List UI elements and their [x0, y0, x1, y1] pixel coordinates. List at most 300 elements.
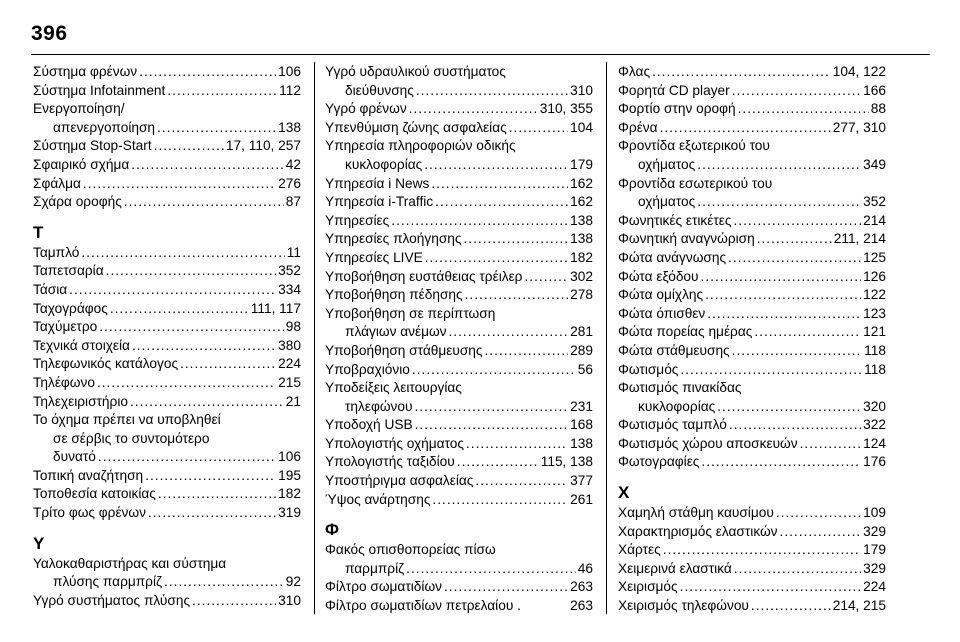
- index-entry-row: [33, 374, 301, 393]
- index-entry-row: [33, 393, 301, 412]
- index-entry: [33, 355, 301, 374]
- index-entry-text: κυκλοφορίας: [345, 156, 423, 172]
- index-entry-row: [33, 281, 301, 300]
- index-entry-text: Φωτισμός χώρου αποσκευών: [618, 435, 798, 451]
- dot-leader: [406, 560, 576, 579]
- index-page-ref: 125: [863, 249, 886, 265]
- dot-leader: [754, 323, 861, 342]
- dot-leader: [192, 592, 276, 611]
- index-entry-text: Χειμερινά ελαστικά: [618, 560, 732, 576]
- index-page-ref: 98: [285, 319, 301, 335]
- index-page-ref: 168: [570, 417, 593, 433]
- index-entry-text: Χαρακτηρισμός ελαστικών: [618, 523, 778, 539]
- index-entry: [33, 337, 301, 356]
- index-entry: [325, 491, 593, 510]
- index-page-ref: 17, 110, 257: [225, 138, 301, 154]
- dot-leader: [729, 416, 861, 435]
- dot-leader: [475, 472, 568, 491]
- index-page-ref: 109: [863, 505, 886, 521]
- dot-leader: [733, 212, 861, 231]
- index-entry-text: Φωτισμός πινακίδας: [618, 380, 742, 396]
- index-page-ref: 310: [570, 82, 593, 98]
- index-entry-text: Φωνητική αναγνώριση: [618, 231, 755, 247]
- page-number: 396: [31, 22, 68, 45]
- index-entry-row: [33, 337, 301, 356]
- index-page-ref: 162: [570, 194, 593, 210]
- index-entry-text: Τοπική αναζήτηση: [33, 467, 144, 483]
- dot-leader: [463, 230, 568, 249]
- index-page-ref: 352: [863, 194, 886, 210]
- index-page-ref: 122: [863, 287, 886, 303]
- dot-leader: [180, 355, 276, 374]
- index-entry-text: Τοποθεσία κατοικίας: [33, 486, 156, 502]
- dot-leader: [131, 156, 284, 175]
- index-page-ref: 224: [863, 579, 886, 595]
- index-entry-row: [618, 541, 886, 560]
- index-entry: [33, 504, 301, 523]
- index-entry-text: Υγρό συστήματος πλύσης: [33, 592, 191, 608]
- index-entry-text: Χειρισμός τηλεφώνου: [618, 598, 749, 614]
- index-entry-text: Φρένα: [618, 119, 658, 135]
- index-entry-row: [325, 398, 593, 417]
- index-entry-text: πλάγιων ανέμων: [345, 324, 447, 340]
- index-entry-row: [325, 156, 593, 175]
- index-entry: [325, 268, 593, 287]
- index-page-ref: 377: [570, 473, 593, 489]
- index-entry: [325, 119, 593, 138]
- index-entry-text: Υπηρεσίες LIVE: [325, 249, 423, 265]
- dot-leader: [98, 448, 276, 467]
- dot-leader: [415, 416, 569, 435]
- index-entry-row: [618, 523, 886, 542]
- index-entry-row: [33, 448, 301, 467]
- index-entry-row: [325, 323, 593, 342]
- index-entry-text: Σφάλμα: [33, 175, 81, 191]
- index-entry-row: [33, 467, 301, 486]
- dot-leader: [701, 453, 861, 472]
- index-page-ref: 124: [863, 435, 886, 451]
- index-entry-row: [325, 286, 593, 305]
- index-entry-text: Τάσια: [33, 281, 68, 297]
- index-page-ref: 115, 138: [540, 454, 593, 470]
- dot-leader: [164, 573, 284, 592]
- index-entry: [618, 268, 886, 287]
- index-page-ref: 21: [285, 393, 301, 409]
- index-entry-text: Υποβοήθηση ευστάθειας τρέιλερ: [325, 268, 523, 284]
- index-entry: [325, 597, 593, 616]
- index-entry: [33, 411, 301, 467]
- index-entry-row: [33, 300, 301, 319]
- index-entry-text: Φώτα στάθμευσης: [618, 342, 730, 358]
- dot-leader: [449, 323, 569, 342]
- dot-leader: [457, 453, 539, 472]
- index-entry: [33, 156, 301, 175]
- dot-leader: [465, 286, 569, 305]
- index-entry: [618, 453, 886, 472]
- index-entry-text: παρμπρίζ: [345, 560, 405, 576]
- index-entry: [618, 597, 886, 616]
- index-page-ref: 87: [285, 194, 301, 210]
- index-entry-row: [325, 416, 593, 435]
- index-entry-row: [618, 597, 886, 616]
- index-entry-row: [618, 361, 886, 380]
- dot-leader: [780, 523, 862, 542]
- index-entry-row: [325, 578, 593, 597]
- dot-leader: [425, 249, 568, 268]
- dot-leader: [414, 398, 568, 417]
- index-entry-row: [618, 560, 886, 579]
- index-entry: [618, 361, 886, 380]
- dot-leader: [424, 156, 568, 175]
- index-entry-text: Σύστημα φρένων: [33, 64, 138, 79]
- index-entry-text: Υποστήριγμα ασφαλείας: [325, 473, 474, 489]
- dot-leader: [697, 193, 861, 212]
- index-page-ref: 319: [278, 505, 301, 521]
- index-entry-text: Φωτισμός: [618, 361, 679, 377]
- index-page-ref: 56: [577, 361, 593, 377]
- dot-leader: [524, 268, 568, 287]
- index-entry-row: [33, 156, 301, 175]
- index-entry: [325, 453, 593, 472]
- index-entry-row: [33, 355, 301, 374]
- index-entry-row: [618, 323, 886, 342]
- index-page-ref: 322: [863, 417, 886, 433]
- index-page-ref: 231: [570, 398, 593, 414]
- index-page-ref: 104: [570, 119, 593, 135]
- index-entry-row: [325, 597, 593, 616]
- dot-leader: [663, 541, 861, 560]
- index-entry: [33, 262, 301, 281]
- index-entry-text: Σφαιρικό σχήμα: [33, 156, 130, 172]
- index-entry: [325, 578, 593, 597]
- dot-leader: [154, 137, 224, 156]
- index-entry-text: Χάρτες: [618, 542, 661, 558]
- dot-leader: [167, 82, 277, 101]
- index-entry-row: [618, 63, 886, 82]
- index-entry-text: Υπηρεσία πληροφοριών οδικής: [325, 138, 516, 154]
- index-entry-row: [618, 82, 886, 101]
- index-entry-text: Φώτα ομίχλης: [618, 287, 704, 303]
- index-entry: [618, 63, 886, 82]
- index-page-ref: 310: [278, 592, 301, 608]
- dot-leader: [97, 374, 276, 393]
- index-entry-text: Σύστημα Stop-Start: [33, 138, 152, 154]
- index-entry-row: [325, 212, 593, 231]
- dot-leader: [701, 268, 862, 287]
- dot-leader: [99, 318, 284, 337]
- index-entry-row: [325, 230, 593, 249]
- index-column-2: [325, 63, 593, 616]
- index-entry: [618, 379, 886, 416]
- dot-leader: [432, 491, 568, 510]
- dot-leader: [732, 342, 863, 361]
- index-entry-text: Σχάρα οροφής: [33, 194, 122, 210]
- index-entry-text: Υπηρεσίες: [325, 212, 390, 228]
- dot-leader: [431, 175, 568, 194]
- dot-leader: [106, 262, 277, 281]
- index-page-ref: 106: [278, 64, 301, 79]
- index-entry-row: [325, 560, 593, 579]
- dot-leader: [81, 244, 284, 263]
- index-entry: [33, 137, 301, 156]
- dot-leader: [485, 342, 569, 361]
- dot-leader: [416, 82, 568, 101]
- dot-leader: [158, 485, 276, 504]
- index-entry: [33, 175, 301, 194]
- index-entry: [618, 578, 886, 597]
- index-entry-text: Υπηρεσία i-Traffic: [325, 194, 434, 210]
- index-page-ref: 195: [278, 467, 301, 483]
- index-entry-row: [33, 82, 301, 101]
- index-page-ref: 214, 215: [832, 598, 886, 614]
- index-entry: [325, 416, 593, 435]
- index-entry-row: [618, 119, 886, 138]
- column-divider-1: [314, 62, 315, 614]
- dot-leader: [148, 504, 276, 523]
- index-entry: [33, 393, 301, 412]
- index-letter-heading: Υ: [33, 533, 45, 553]
- index-page-ref: 138: [570, 212, 593, 228]
- index-entry: [618, 82, 886, 101]
- dot-leader: [509, 119, 568, 138]
- index-entry-row: [618, 453, 886, 472]
- index-entry: [33, 592, 301, 611]
- dot-leader: [412, 361, 576, 380]
- dot-leader: [157, 119, 276, 138]
- index-page-ref: 112: [279, 82, 301, 98]
- index-entry-row: [33, 193, 301, 212]
- index-entry: [33, 193, 301, 212]
- dot-leader: [435, 193, 568, 212]
- dot-leader: [800, 435, 862, 454]
- index-entry-row: [325, 453, 593, 472]
- index-entry-text: Υαλοκαθαριστήρας και σύστημα: [33, 555, 227, 571]
- index-entry-row: [33, 137, 301, 156]
- index-entry-text: Φωνητικές ετικέτες: [618, 212, 732, 228]
- index-entry-text: σε σέρβις το συντομότερο: [53, 430, 210, 446]
- index-entry-text: Φροντίδα εσωτερικού του: [618, 175, 773, 191]
- index-entry: [33, 467, 301, 486]
- dot-leader: [738, 100, 869, 119]
- index-entry: [33, 244, 301, 263]
- index-entry-row: [325, 342, 593, 361]
- index-entry-text: Υποβοήθηση πέδησης: [325, 287, 463, 303]
- index-page-ref: 92: [285, 574, 301, 590]
- dot-leader: [732, 82, 861, 101]
- index-page-ref: 182: [278, 486, 301, 502]
- index-entry: [618, 286, 886, 305]
- dot-leader: [69, 281, 276, 300]
- index-entry: [618, 100, 886, 119]
- index-entry-row: [33, 592, 301, 611]
- index-entry-text: Φίλτρο σωματιδίων: [325, 579, 442, 595]
- index-entry-text: Φώτα όπισθεν: [618, 305, 706, 321]
- index-page-ref: 179: [570, 156, 593, 172]
- dot-leader: [751, 597, 831, 616]
- index-page-ref: 224: [278, 356, 301, 372]
- index-page-ref: 111, 117: [250, 300, 301, 316]
- index-entry-text: Υποβοήθηση στάθμευσης: [325, 342, 483, 358]
- index-page-ref: 215: [278, 374, 301, 390]
- index-entry-text: διεύθυνσης: [345, 82, 414, 98]
- index-entry-text: οχήματος: [638, 156, 696, 172]
- index-entry-text: οχήματος: [638, 194, 696, 210]
- index-page-ref: 138: [278, 119, 301, 135]
- dot-leader: [717, 398, 861, 417]
- index-entry-text: Χαμηλή στάθμη καυσίμου: [618, 505, 774, 521]
- index-entry-row: [33, 244, 301, 263]
- dot-leader: [466, 435, 568, 454]
- index-entry-text: Υποδείξεις λειτουργίας: [325, 380, 462, 396]
- index-entry-row: [325, 491, 593, 510]
- index-entry: [325, 342, 593, 361]
- index-entry-text: πλύσης παρμπρίζ: [53, 574, 163, 590]
- index-entry-text: Υπολογιστής οχήματος: [325, 435, 464, 451]
- index-page-ref: 166: [863, 82, 886, 98]
- index-entry-text: Τηλεχειριστήριο: [33, 393, 128, 409]
- index-page-ref: 349: [863, 156, 886, 172]
- index-entry: [33, 318, 301, 337]
- index-entry-row: [618, 398, 886, 417]
- index-entry: [33, 63, 301, 82]
- column-divider-2: [606, 62, 607, 614]
- index-entry-row: [33, 573, 301, 592]
- index-entry-row: [618, 342, 886, 361]
- index-page-ref: 310, 355: [539, 101, 593, 117]
- index-entry-text: Φακός οπισθοπορείας πίσω: [325, 542, 496, 558]
- index-entry-row: [325, 100, 593, 119]
- index-letter-heading: Τ: [33, 222, 44, 242]
- dot-leader: [707, 305, 861, 324]
- index-entry: [618, 137, 886, 174]
- index-entry: [325, 230, 593, 249]
- index-entry-text: Ταμπλό: [33, 244, 80, 260]
- index-page-ref: 320: [863, 398, 886, 414]
- index-page-ref: 329: [863, 560, 886, 576]
- dot-leader: [110, 300, 249, 319]
- index-page-ref: 118: [864, 361, 886, 377]
- index-entry: [618, 249, 886, 268]
- index-entry: [618, 560, 886, 579]
- index-page-ref: 214: [863, 212, 886, 228]
- index-entry-text: Τρίτο φως φρένων: [33, 505, 146, 521]
- index-entry-text: Υγρό φρένων: [325, 101, 407, 117]
- index-entry-row: [33, 318, 301, 337]
- index-entry-text: Τηλεφωνικός κατάλογος: [33, 356, 179, 372]
- index-page-ref: 276: [278, 175, 301, 191]
- index-entry-row: [325, 249, 593, 268]
- dot-leader: [132, 337, 276, 356]
- index-page-ref: 278: [570, 287, 593, 303]
- index-entry: [33, 300, 301, 319]
- index-entry: [618, 523, 886, 542]
- index-page-ref: 289: [570, 342, 593, 358]
- index-entry-text: Υποδοχή USB: [325, 417, 413, 433]
- index-page-ref: 302: [570, 268, 593, 284]
- index-page-ref: 42: [285, 156, 301, 172]
- index-letter-heading: Χ: [618, 483, 630, 503]
- dot-leader: [680, 578, 862, 597]
- dot-leader: [697, 156, 861, 175]
- index-entry-row: [618, 193, 886, 212]
- index-entry-text: Φωτισμός ταμπλό: [618, 417, 727, 433]
- index-entry: [325, 305, 593, 342]
- index-entry-text: Υποβοήθηση σε περίπτωση: [325, 305, 496, 321]
- index-page-ref: 334: [278, 281, 301, 297]
- index-entry-row: [618, 230, 886, 249]
- index-page-ref: 277, 310: [832, 119, 886, 135]
- index-entry-text: Ταχύμετρο: [33, 319, 98, 335]
- index-entry: [325, 379, 593, 416]
- index-entry: [618, 175, 886, 212]
- index-entry-row: [618, 100, 886, 119]
- index-entry-row: [618, 286, 886, 305]
- index-entry: [33, 555, 301, 592]
- index-entry: [33, 485, 301, 504]
- dot-leader: [734, 560, 861, 579]
- index-page-ref: 162: [570, 175, 593, 191]
- index-entry: [325, 249, 593, 268]
- index-entry-row: [325, 82, 593, 101]
- index-entry-row: [325, 175, 593, 194]
- index-entry-text: Χειρισμός: [618, 579, 678, 595]
- index-page-ref: 176: [863, 454, 886, 470]
- index-page-ref: 329: [863, 523, 886, 539]
- index-page-ref: 104, 122: [832, 64, 886, 79]
- index-entry: [618, 212, 886, 231]
- index-entry: [618, 541, 886, 560]
- index-letter-heading: Φ: [325, 520, 339, 540]
- dot-leader: [728, 249, 861, 268]
- index-entry-text: Ύψος ανάρτησης: [325, 491, 431, 507]
- index-column-1: [33, 63, 301, 610]
- index-entry-text: Φώτα πορείας ημέρας: [618, 324, 753, 340]
- dot-leader: [652, 63, 831, 82]
- index-entry: [325, 541, 593, 578]
- index-entry: [325, 175, 593, 194]
- index-entry-text: κυκλοφορίας: [638, 398, 716, 414]
- dot-leader: [409, 100, 538, 119]
- index-page-ref: 138: [570, 231, 593, 247]
- index-page-ref: 106: [278, 449, 301, 465]
- index-page-ref: 380: [278, 337, 301, 353]
- index-entry-text: Υποβραχιόνιο: [325, 361, 410, 377]
- index-entry: [33, 374, 301, 393]
- index-entry-row: [33, 504, 301, 523]
- index-entry-row: [33, 119, 301, 138]
- index-entry: [325, 435, 593, 454]
- index-entry-text: Φροντίδα εξωτερικού του: [618, 138, 770, 154]
- index-page-ref: 352: [278, 263, 301, 279]
- index-entry-text: Υπηρεσία i News: [325, 175, 430, 191]
- dot-leader: [776, 504, 861, 523]
- index-entry: [325, 100, 593, 119]
- index-entry-row: [618, 268, 886, 287]
- index-entry: [325, 137, 593, 174]
- dot-leader: [145, 467, 276, 486]
- index-page-ref: 126: [863, 268, 886, 284]
- index-page-ref: 123: [863, 305, 886, 321]
- dot-leader: [757, 230, 832, 249]
- index-entry-text: Υπολογιστής ταξιδίου: [325, 454, 455, 470]
- index-entry-row: [33, 175, 301, 194]
- index-entry: [33, 100, 301, 137]
- index-entry: [325, 212, 593, 231]
- index-page-ref: 211, 214: [833, 231, 886, 247]
- index-entry: [325, 63, 593, 100]
- index-entry-row: [33, 63, 301, 82]
- index-page-ref: 179: [863, 542, 886, 558]
